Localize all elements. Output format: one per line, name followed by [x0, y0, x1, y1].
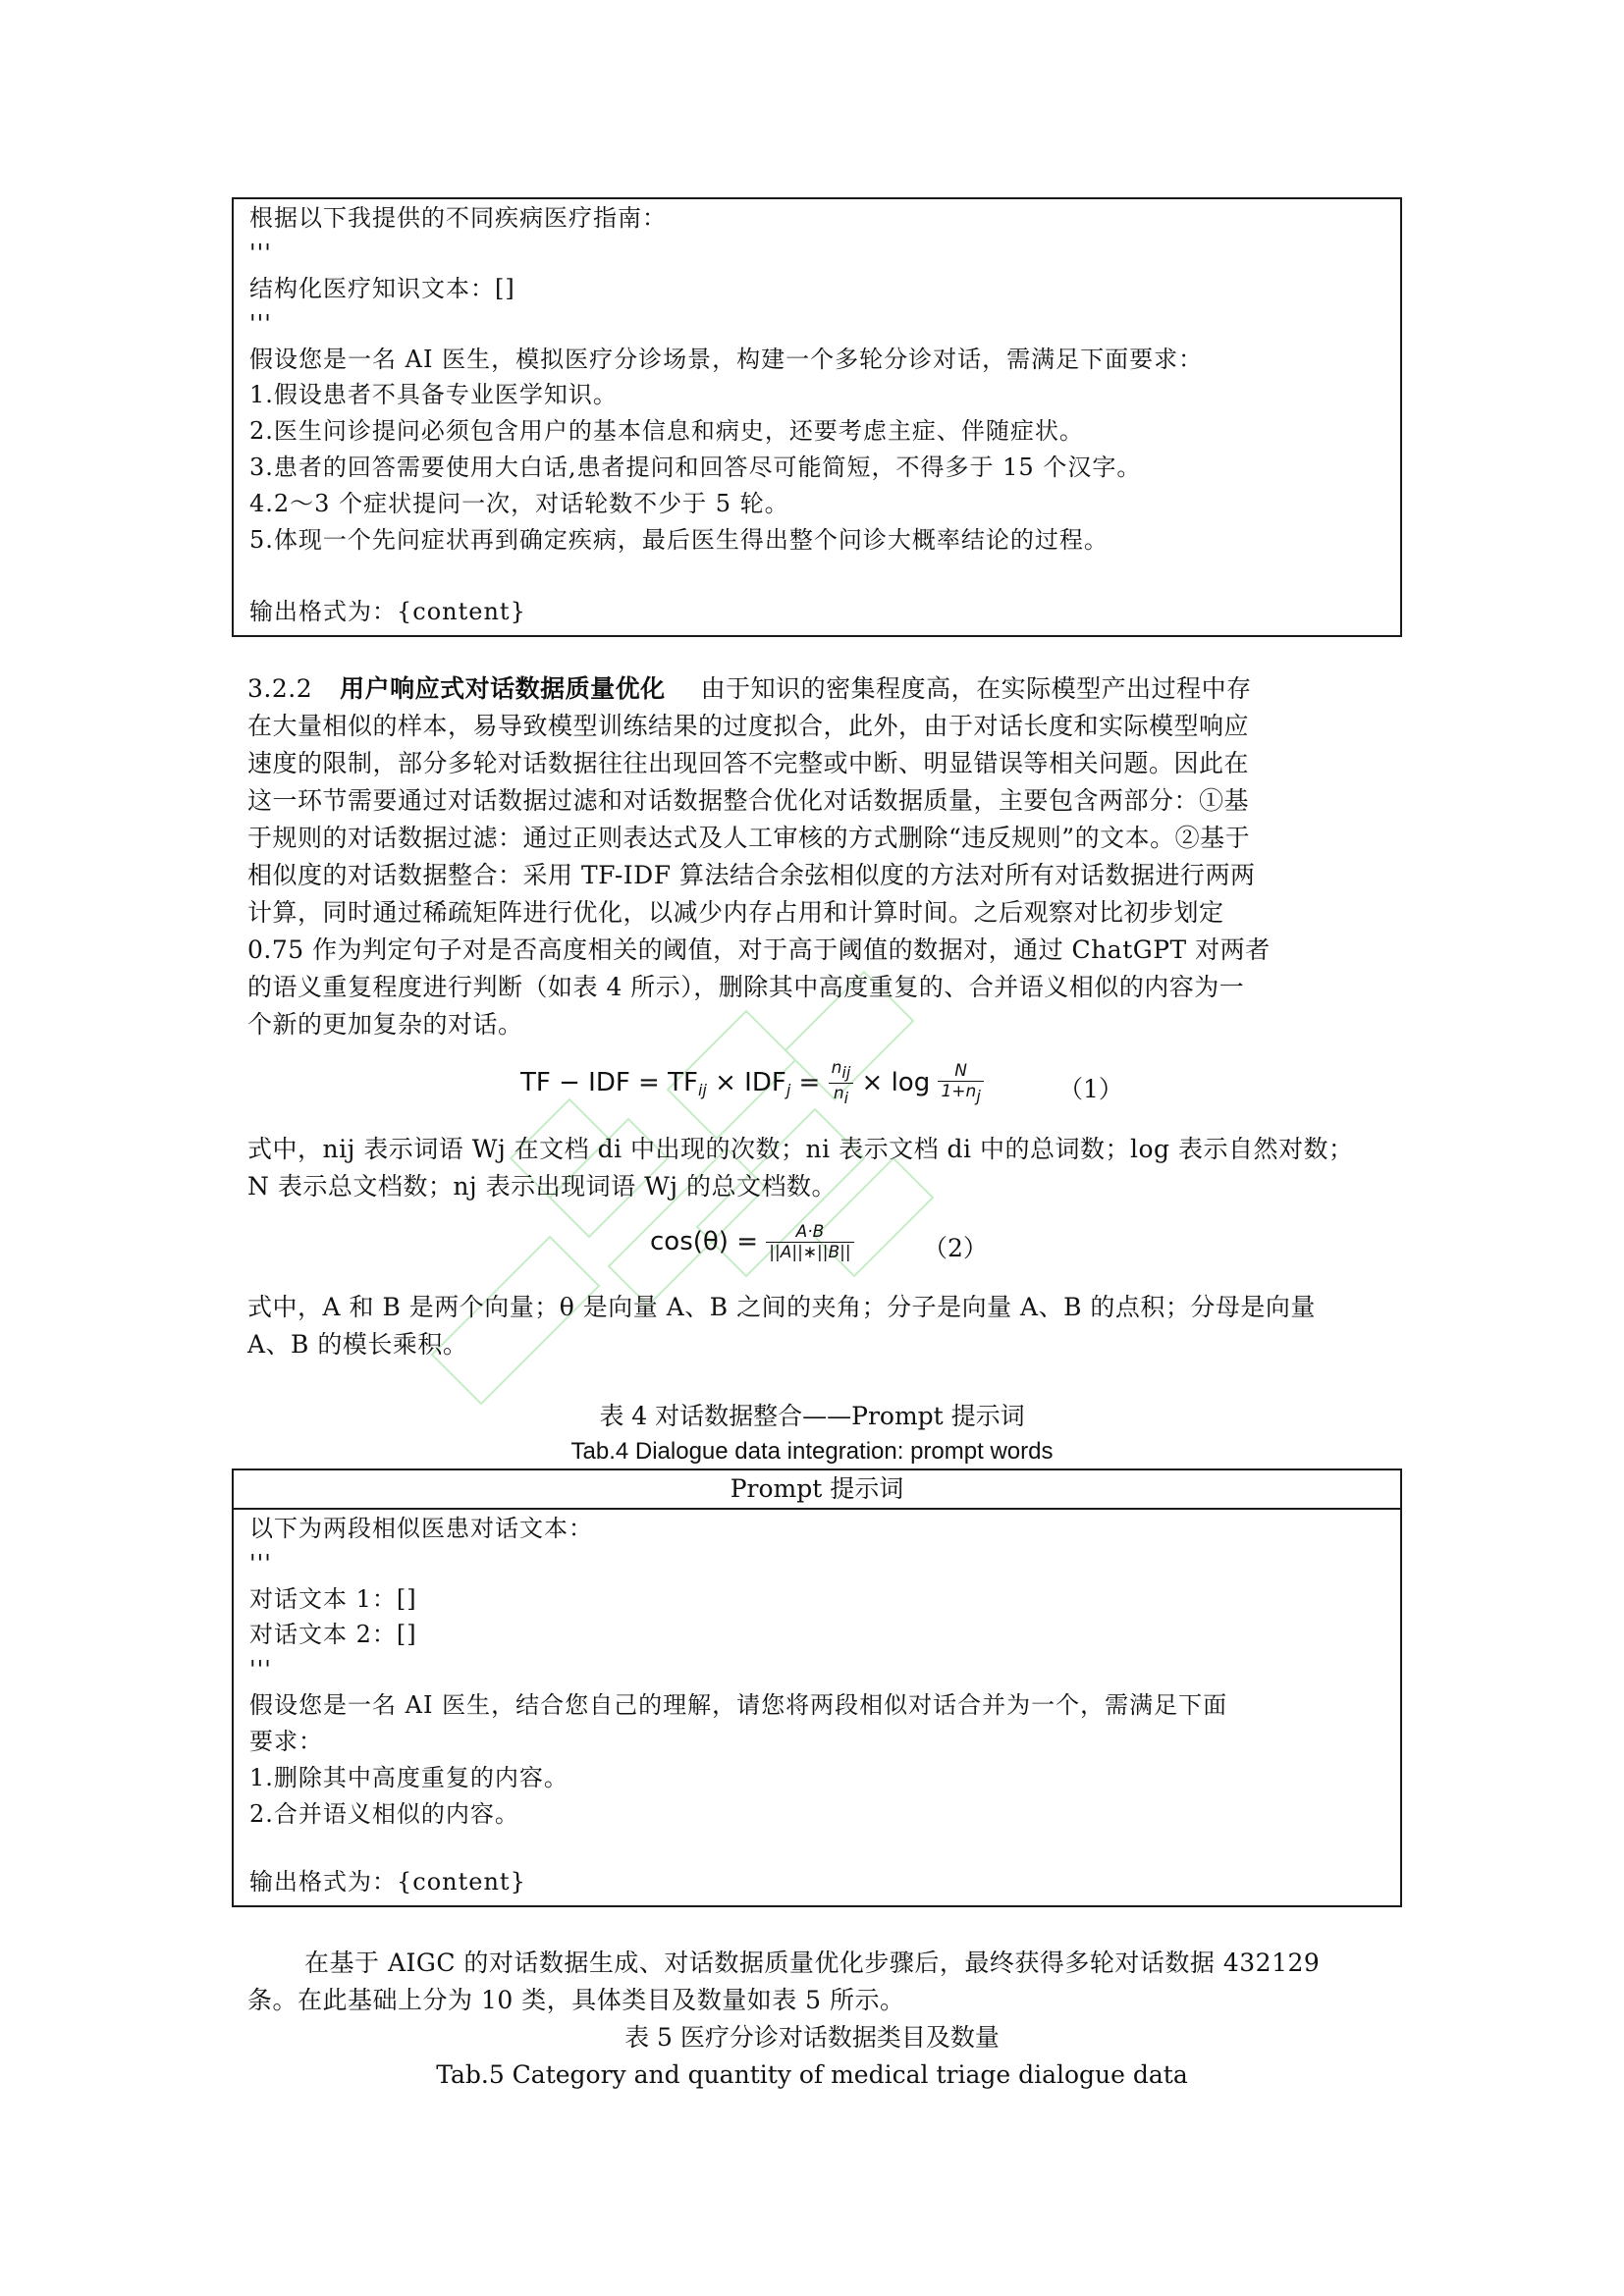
prompt-line: 要求： — [249, 1728, 323, 1755]
table5-caption-en: Tab.5 Category and quantity of medical triage dialogue data — [436, 2060, 1188, 2089]
eq1-num: n — [831, 1058, 842, 1078]
body-line: 的语义重复程度进行判断（如表 4 所示），删除其中高度重复的、合并语义相似的内容为一 — [247, 973, 1245, 1001]
eq1-den-2-sub: j — [976, 1086, 981, 1105]
equation-2 — [650, 1222, 854, 1262]
table5-caption-cn: 表 5 医疗分诊对话数据类目及数量 — [624, 2023, 1000, 2052]
explain-line: N 表示总文档数；nj 表示出现词语 Wj 的总文档数。 — [247, 1172, 837, 1201]
prompt-line: 对话文本 1：[] — [249, 1585, 417, 1613]
prompt-line: 假设您是一名 AI 医生，结合您自己的理解，请您将两段相似对话合并为一个，需满足下面 — [249, 1691, 1228, 1719]
eq1-num-2: N — [938, 1061, 983, 1082]
explain-line: 式中，nij 表示词语 Wj 在文档 di 中出现的次数；ni 表示文档 di 中的总词数；log 表示自然对数； — [247, 1135, 1354, 1163]
eq1-eq: = — [790, 1068, 829, 1097]
body-line: 在大量相似的样本，易导致模型训练结果的过度拟合，此外，由于对话长度和实际模型响应 — [247, 712, 1250, 740]
prompt-line: ''' — [249, 1656, 272, 1683]
body-line: 速度的限制，部分多轮对话数据往往出现回答不完整或中断、明显错误等相关问题。因此在 — [247, 749, 1250, 777]
prompt-line: 对话文本 2：[] — [249, 1621, 417, 1648]
closing-line-1: 在基于 AIGC 的对话数据生成、对话数据质量优化步骤后，最终获得多轮对话数据 432129 — [304, 1949, 1321, 1977]
eq1-num-sub: ij — [841, 1063, 851, 1082]
prompt-line: 假设您是一名 AI 医生，模拟医疗分诊场景，构建一个多轮分诊对话，需满足下面要求： — [249, 346, 1204, 373]
prompt-line: ''' — [249, 240, 272, 267]
eq2-fraction — [766, 1222, 853, 1262]
body-line: 个新的更加复杂的对话。 — [247, 1010, 523, 1039]
prompt-line: 输出格式为：{content} — [249, 598, 526, 625]
body-text: 由于知识的密集程度高，在实际模型产出过程中存 — [700, 674, 1252, 703]
prompt-line: 3.患者的回答需要使用大白话,患者提问和回答尽可能简短，不得多于 15 个汉字。 — [249, 454, 1142, 481]
explain-line: A、B 的模长乘积。 — [247, 1330, 468, 1359]
eq1-lhs: TF − IDF = TF — [520, 1068, 698, 1097]
prompt-line: ''' — [249, 310, 272, 338]
eq1-den: n — [833, 1084, 844, 1103]
eq2-den: ||A||∗||B|| — [769, 1243, 851, 1262]
prompt-line: 根据以下我提供的不同疾病医疗指南： — [249, 204, 667, 232]
prompt-line: 1.假设患者不具备专业医学知识。 — [249, 381, 618, 408]
prompt-line: 5.体现一个先问症状再到确定疾病，最后医生得出整个问诊大概率结论的过程。 — [249, 526, 1109, 554]
equation-1 — [520, 1058, 984, 1108]
prompt-line: 4.2～3 个症状提问一次，对话轮数不少于 5 轮。 — [249, 490, 789, 517]
prompt-line: ''' — [249, 1550, 272, 1577]
table4-caption-en: Tab.4 Dialogue data integration: prompt words — [570, 1438, 1054, 1465]
section-first-line — [247, 673, 1252, 705]
body-line: 这一环节需要通过对话数据过滤和对话数据整合优化对话数据质量，主要包含两部分：①基 — [247, 786, 1250, 815]
prompt-line: 输出格式为：{content} — [249, 1868, 526, 1896]
eq1-den-sub: i — [843, 1089, 849, 1107]
eq2-num: A·B — [766, 1222, 853, 1243]
prompt-box-1 — [232, 197, 1402, 637]
prompt-line: 2.医生问诊提问必须包含用户的基本信息和病史，还要考虑主症、伴随症状。 — [249, 417, 1084, 445]
eq1-lhs-sub: ij — [697, 1081, 707, 1099]
equation-2-number: （2） — [923, 1234, 988, 1262]
eq1-den-2: 1+n — [941, 1081, 977, 1101]
eq1-mid: × IDF — [706, 1068, 786, 1097]
section-number: 3.2.2 — [247, 674, 313, 703]
eq1-mid-sub: j — [785, 1081, 791, 1099]
prompt-line: 2.合并语义相似的内容。 — [249, 1800, 519, 1828]
equation-1-number: （1） — [1058, 1075, 1123, 1103]
prompt-line: 以下为两段相似医患对话文本： — [249, 1515, 593, 1542]
body-line: 计算，同时通过稀疏矩阵进行优化，以减少内存占用和计算时间。之后观察对比初步划定 — [247, 898, 1224, 927]
eq2-lhs: cos(θ) = — [650, 1227, 767, 1256]
explain-line: 式中，A 和 B 是两个向量；θ 是向量 A、B 之间的夹角；分子是向量 A、B 的点积；分母是向量 — [247, 1293, 1316, 1321]
prompt-line: 结构化医疗知识文本：[] — [249, 275, 515, 302]
closing-line-2: 条。在此基础上分为 10 类，具体类目及数量如表 5 所示。 — [247, 1986, 905, 2014]
section-title: 用户响应式对话数据质量优化 — [340, 674, 666, 703]
body-line: 0.75 作为判定句子对是否高度相关的阈值，对于高于阈值的数据对，通过 ChatGPT 对两者 — [247, 935, 1271, 964]
table4-box — [232, 1468, 1402, 1907]
eq1-fraction-2 — [938, 1061, 983, 1106]
table4-caption-cn: 表 4 对话数据整合——Prompt 提示词 — [599, 1402, 1025, 1430]
eq1-fraction — [829, 1058, 854, 1108]
eq1-log: × log — [853, 1068, 939, 1097]
table4-header: Prompt 提示词 — [234, 1470, 1400, 1510]
body-line: 于规则的对话数据过滤：通过正则表达式及人工审核的方式删除“违反规则”的文本。②基于 — [247, 824, 1251, 852]
body-line: 相似度的对话数据整合：采用 TF-IDF 算法结合余弦相似度的方法对所有对话数据进行两两 — [247, 861, 1256, 889]
prompt-line: 1.删除其中高度重复的内容。 — [249, 1764, 568, 1791]
